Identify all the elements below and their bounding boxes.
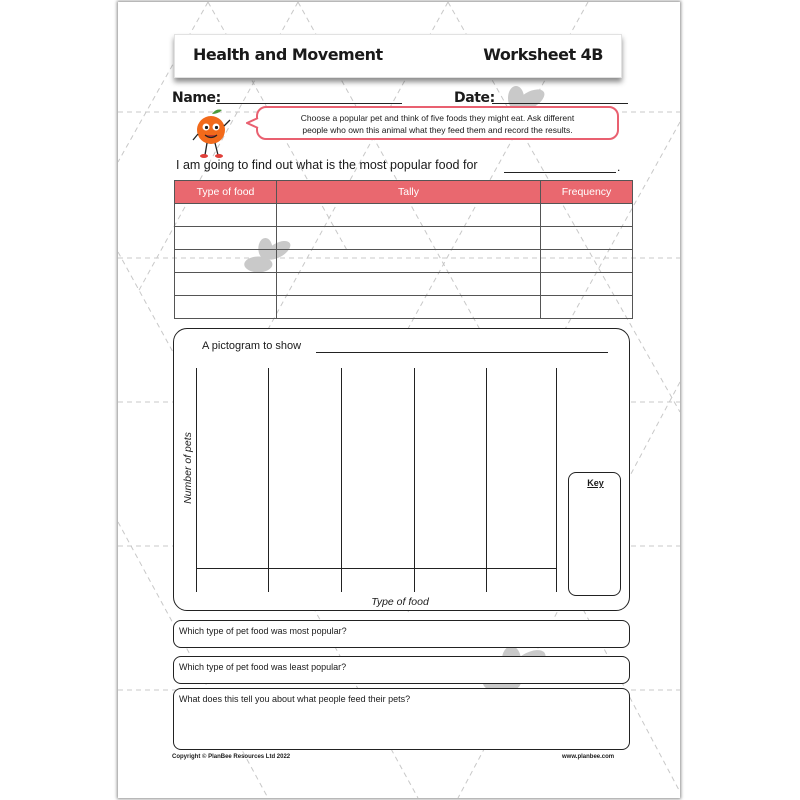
- column-divider: [556, 368, 557, 592]
- question-least-popular: Which type of pet food was least popular?: [179, 662, 347, 672]
- table-cell[interactable]: [175, 204, 277, 227]
- x-axis-label: Type of food: [371, 596, 429, 608]
- table-cell[interactable]: [277, 296, 541, 319]
- date-label: Date:: [454, 90, 495, 106]
- question-most-popular: Which type of pet food was most popular?: [179, 626, 347, 636]
- table-cell[interactable]: [175, 296, 277, 319]
- column-divider: [414, 368, 415, 592]
- table-cell[interactable]: [541, 273, 633, 296]
- question-line: [176, 158, 478, 172]
- bubble-tail: [246, 116, 260, 130]
- question-reflection: What does this tell you about what people feed their pets?: [179, 694, 411, 704]
- pictogram-title-field[interactable]: [316, 352, 608, 353]
- table-row: [175, 296, 633, 319]
- column-divider: [268, 368, 269, 592]
- header-frequency: Frequency: [541, 181, 633, 204]
- tally-table: [174, 180, 633, 319]
- table-cell[interactable]: [541, 204, 633, 227]
- animal-field[interactable]: [504, 172, 616, 173]
- table-cell[interactable]: [541, 227, 633, 250]
- table-row: [175, 227, 633, 250]
- y-axis: [196, 368, 197, 592]
- copyright-text: Copyright © PlanBee Resources Ltd 2022: [172, 754, 291, 760]
- table-cell[interactable]: [175, 227, 277, 250]
- table-cell[interactable]: [277, 250, 541, 273]
- website-text: www.planbee.com: [562, 754, 615, 760]
- instruction-line-2: people who own this animal what they feed them and record the results.: [302, 125, 573, 135]
- table-row: [175, 273, 633, 296]
- orange-mascot-icon: [192, 108, 234, 160]
- instruction-bubble: [256, 106, 619, 140]
- date-field[interactable]: [492, 103, 628, 104]
- name-field[interactable]: [216, 103, 402, 104]
- question-period: .: [617, 160, 621, 174]
- table-cell[interactable]: [175, 250, 277, 273]
- pictogram-title: A pictogram to show: [202, 340, 302, 352]
- worksheet-number: Worksheet 4B: [483, 45, 603, 64]
- column-divider: [486, 368, 487, 592]
- title-banner: [174, 34, 622, 78]
- table-row: [175, 204, 633, 227]
- worksheet-page: [118, 2, 680, 798]
- header-tally: Tally: [277, 181, 541, 204]
- column-divider: [341, 368, 342, 592]
- y-axis-label: Number of pets: [182, 432, 194, 504]
- question-box-most-popular[interactable]: [173, 620, 630, 648]
- table-cell[interactable]: [541, 296, 633, 319]
- tally-header-row: [175, 181, 633, 204]
- table-cell[interactable]: [277, 273, 541, 296]
- x-axis: [196, 568, 556, 569]
- question-box-reflection[interactable]: [173, 688, 630, 750]
- table-cell[interactable]: [541, 250, 633, 273]
- key-box[interactable]: [568, 472, 621, 596]
- table-row: [175, 250, 633, 273]
- table-cell[interactable]: [277, 204, 541, 227]
- table-cell[interactable]: [277, 227, 541, 250]
- page-title: Health and Movement: [193, 45, 383, 64]
- instruction-line-1: Choose a popular pet and think of five foods they might eat. Ask different: [300, 113, 575, 123]
- question-box-least-popular[interactable]: [173, 656, 630, 684]
- table-cell[interactable]: [175, 273, 277, 296]
- header-type-of-food: Type of food: [175, 181, 277, 204]
- key-label: Key: [587, 478, 604, 488]
- name-label: Name:: [172, 90, 221, 106]
- question-line-text: I am going to find out what is the most popular food for: [176, 158, 478, 172]
